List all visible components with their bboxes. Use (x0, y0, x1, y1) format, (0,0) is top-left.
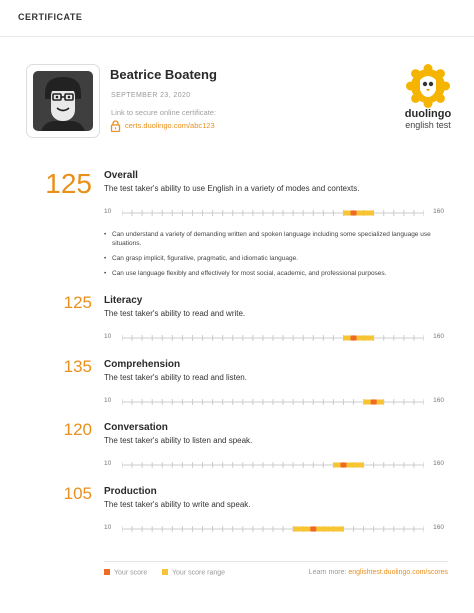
footer (104, 561, 448, 582)
scale-max: 160 (433, 208, 444, 215)
section-description: The test taker's ability to listen and speak. (104, 436, 253, 445)
scale-min: 10 (104, 333, 112, 340)
logo-subtitle: english test (405, 120, 451, 130)
score-track (122, 208, 424, 218)
section-title: Overall (104, 170, 138, 181)
score-scale (104, 333, 444, 343)
certificate-link[interactable]: certs.duolingo.com/abc123 (125, 121, 215, 130)
certificate-header (0, 0, 474, 37)
your-score-marker (310, 527, 316, 532)
scale-max: 160 (433, 524, 444, 531)
section-description: The test taker's ability to use English in a variety of modes and contexts. (104, 184, 360, 193)
legend-score-range (162, 569, 225, 577)
score-range-bar (333, 463, 363, 468)
detail-item: • Can use language flexibly and effectively for most social, academic, and professional purposes. (104, 269, 454, 278)
logo-wordmark: duolingo (404, 108, 452, 120)
your-score-swatch (104, 569, 110, 575)
detail-item: • Can understand a variety of demanding written and spoken language including some specialized language use situations. (104, 230, 454, 248)
candidate-name: Beatrice Boateng (110, 67, 217, 82)
scale-min: 10 (104, 460, 112, 467)
score-track (122, 524, 424, 534)
range-swatch (162, 569, 168, 575)
overall-details (104, 230, 454, 284)
score-track (122, 397, 424, 407)
score-scale (104, 208, 444, 218)
score-range-bar (293, 527, 343, 532)
legend-your-score-label: Your score (114, 569, 148, 577)
scale-max: 160 (433, 397, 444, 404)
score-range-bar (343, 211, 373, 216)
duolingo-seal-icon (405, 64, 451, 108)
score-scale (104, 397, 444, 407)
scale-max: 160 (433, 333, 444, 340)
score-scale (104, 524, 444, 534)
your-score-marker (351, 211, 357, 216)
section-description: The test taker's ability to read and write. (104, 309, 246, 318)
learn-more-link[interactable]: englishtest.duolingo.com/scores (348, 569, 448, 576)
score-scale (104, 460, 444, 470)
learn-more (309, 569, 448, 576)
scale-min: 10 (104, 397, 112, 404)
section-title: Comprehension (104, 359, 181, 370)
learn-more-label: Learn more: (308, 569, 347, 576)
score-track (122, 460, 424, 470)
your-score-marker (371, 400, 377, 405)
score-track (122, 333, 424, 343)
test-date: SEPTEMBER 23, 2020 (111, 92, 191, 99)
certificate-label: CERTIFICATE (18, 12, 83, 22)
lock-icon (110, 120, 121, 132)
section-title: Conversation (104, 422, 168, 433)
avatar (26, 64, 100, 138)
score-value: 125 (63, 293, 92, 312)
legend-range-label: Your score range (172, 569, 226, 577)
certificate-link-label: Link to secure online certificate: (111, 108, 217, 117)
your-score-marker (351, 336, 357, 341)
score-range-bar (343, 336, 373, 341)
score-value: 125 (45, 168, 92, 199)
scale-max: 160 (433, 460, 444, 467)
scale-min: 10 (104, 208, 112, 215)
legend-your-score (104, 569, 147, 577)
score-value: 135 (63, 357, 92, 376)
duolingo-logo (398, 64, 458, 134)
scale-min: 10 (104, 524, 112, 531)
section-title: Literacy (104, 295, 143, 306)
section-title: Production (104, 486, 157, 497)
section-description: The test taker's ability to write and speak. (104, 500, 251, 509)
detail-item: • Can grasp implicit, figurative, pragmatic, and idiomatic language. (104, 254, 454, 263)
score-value: 120 (63, 420, 92, 439)
score-value: 105 (63, 484, 92, 503)
section-description: The test taker's ability to read and listen. (104, 373, 247, 382)
your-score-marker (340, 463, 346, 468)
